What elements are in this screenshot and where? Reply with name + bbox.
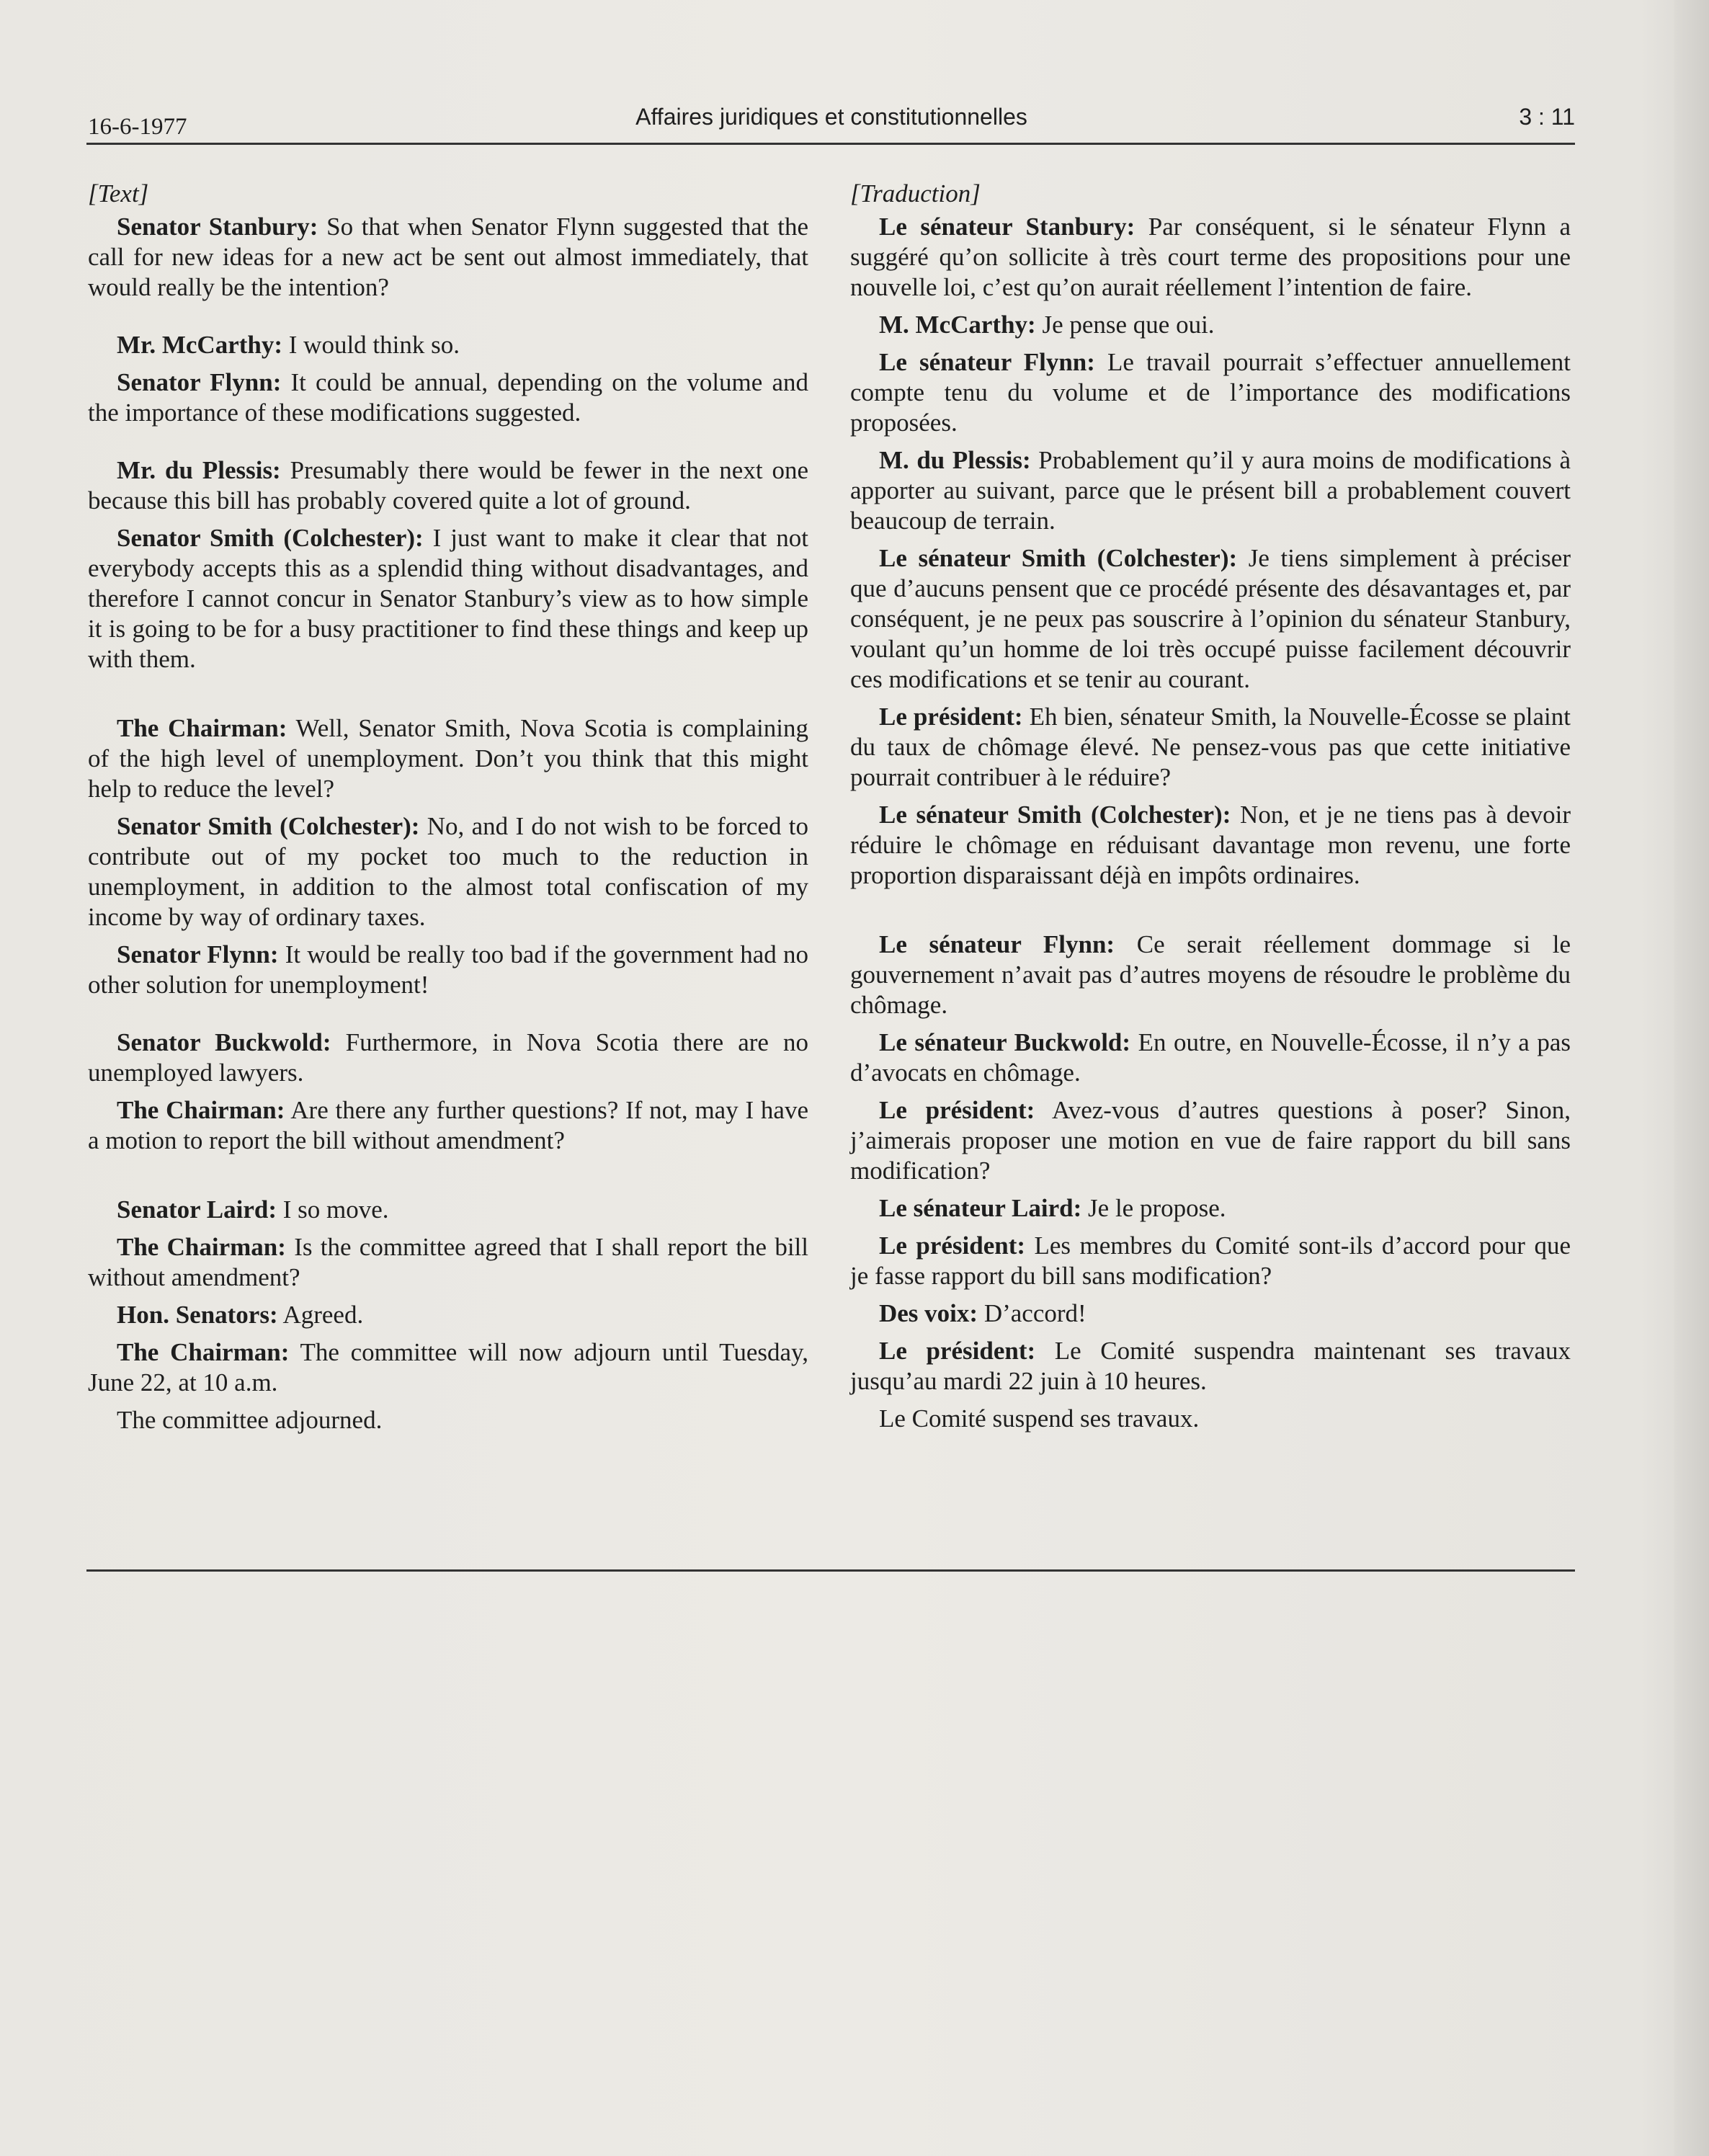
- speaker-name: Senator Flynn:: [117, 940, 279, 968]
- speaker-name: The Chairman:: [117, 1233, 286, 1261]
- transcript-paragraph: [88, 368, 808, 428]
- speaker-name: Senator Smith (Colchester):: [117, 524, 424, 552]
- speech-text: I just want to make it clear that not everybody accepts this as a splendid thing without disadvantages, and therefore I cannot concur in Senator Stanbury’s view as to how simple it is going to be for a busy practitioner to find these things and keep up with them.: [88, 524, 808, 673]
- transcript-paragraph: [88, 1195, 808, 1225]
- speech-text: Je le propose.: [1081, 1194, 1226, 1222]
- speech-text: Ce serait réellement dommage si le gouvernement n’avait pas d’autres moyens de résoudre le problème du chômage.: [850, 930, 1571, 1019]
- speaker-name: Le sénateur Smith (Colchester):: [879, 544, 1238, 572]
- speaker-name: Le sénateur Stanbury:: [879, 213, 1135, 241]
- speaker-name: Mr. du Plessis:: [117, 456, 281, 484]
- speech-text: Eh bien, sénateur Smith, la Nouvelle-Écosse se plaint du taux de chômage élevé. Ne pensez-vous pas que cette initiative pourrait contribuer à le réduire?: [850, 703, 1571, 791]
- speech-text: Les membres du Comité sont-ils d’accord pour que je fasse rapport du bill sans modification?: [850, 1231, 1571, 1290]
- speech-text: En outre, en Nouvelle-Écosse, il n’y a pas d’avocats en chômage.: [850, 1028, 1571, 1087]
- transcript-paragraph: [88, 811, 808, 932]
- transcript-paragraph: [850, 800, 1571, 891]
- speech-text: Is the committee agreed that I shall report the bill without amendment?: [88, 1233, 808, 1291]
- transcript-paragraph: [88, 1300, 808, 1330]
- speech-text: Probablement qu’il y aura moins de modifications à apporter au suivant, parce que le présent bill a probablement couvert beaucoup de terrain.: [850, 446, 1571, 535]
- transcript-paragraph: [850, 702, 1571, 793]
- speaker-name: Le sénateur Flynn:: [879, 930, 1115, 958]
- speech-text: Furthermore, in Nova Scotia there are no unemployed lawyers.: [88, 1028, 808, 1087]
- transcript-paragraph: [850, 1298, 1571, 1329]
- transcript-paragraph: [88, 940, 808, 1000]
- speaker-name: Le sénateur Buckwold:: [879, 1028, 1131, 1056]
- speech-text: Le Comité suspend ses travaux.: [879, 1404, 1200, 1433]
- speaker-name: Hon. Senators:: [117, 1301, 278, 1329]
- header-title: Affaires juridiques et constitutionnelles: [635, 104, 1027, 130]
- speaker-name: Le président:: [879, 1337, 1036, 1365]
- transcript-paragraph: [850, 1193, 1571, 1224]
- binding-edge: [1674, 0, 1709, 2156]
- speaker-name: Le président:: [879, 703, 1023, 731]
- column-label-english: [Text]: [88, 179, 149, 208]
- speech-text: So that when Senator Flynn suggested that the call for new ideas for a new act be sent out almost immediately, that would really be the intention?: [88, 213, 809, 301]
- transcript-paragraph: [850, 1404, 1571, 1434]
- transcript-paragraph: [850, 543, 1571, 695]
- transcript-paragraph: [88, 212, 808, 303]
- speaker-name: M. du Plessis:: [879, 446, 1031, 474]
- speech-text: Non, et je ne tiens pas à devoir réduire le chômage en réduisant davantage mon revenu, une forte proportion disparaissant déjà en impôts ordinaires.: [850, 801, 1571, 889]
- speaker-name: Le sénateur Smith (Colchester):: [879, 801, 1231, 829]
- speech-text: It could be annual, depending on the volume and the importance of these modifications suggested.: [88, 368, 808, 427]
- transcript-paragraph: [850, 1231, 1571, 1291]
- speaker-name: Senator Stanbury:: [117, 213, 318, 241]
- speech-text: Presumably there would be fewer in the next one because this bill has probably covered quite a lot of ground.: [88, 456, 808, 514]
- transcript-paragraph: [88, 330, 808, 360]
- speech-text: D’accord!: [978, 1299, 1086, 1327]
- transcript-paragraph: [88, 1028, 808, 1088]
- transcript-paragraph: [850, 212, 1571, 303]
- speaker-name: Le président:: [879, 1231, 1026, 1260]
- footer-rule: [86, 1569, 1575, 1572]
- speaker-name: Le sénateur Flynn:: [879, 348, 1095, 376]
- french-column: [850, 179, 1571, 1441]
- speech-text: I would think so.: [282, 331, 460, 359]
- english-column: [88, 179, 808, 1443]
- speaker-name: M. McCarthy:: [879, 311, 1036, 339]
- speaker-name: Senator Buckwold:: [117, 1028, 331, 1056]
- transcript-paragraph: [88, 455, 808, 516]
- speech-text: Par conséquent, si le sénateur Flynn a suggéré qu’on sollicite à très court terme des propositions pour une nouvelle loi, c’est qu’on aurait réellement l’intention de faire.: [850, 213, 1571, 301]
- speaker-name: Des voix:: [879, 1299, 978, 1327]
- speech-text: I so move.: [277, 1195, 389, 1224]
- page-number: 3 : 11: [1519, 104, 1575, 130]
- transcript-paragraph: [88, 1337, 808, 1398]
- transcript-paragraph: [88, 1232, 808, 1293]
- transcript-paragraph: [850, 347, 1571, 438]
- speech-text: Agreed.: [277, 1301, 364, 1329]
- running-header: [88, 101, 1575, 144]
- header-rule: [86, 143, 1575, 145]
- speech-text: No, and I do not wish to be forced to contribute out of my pocket too much to the reduction in unemployment, in addition to the almost total confiscation of my income by way of ordinary taxes.: [88, 812, 808, 931]
- transcript-paragraph: [850, 310, 1571, 340]
- speech-text: Le travail pourrait s’effectuer annuellement compte tenu du volume et de l’importance des modifications proposées.: [850, 348, 1571, 437]
- transcript-paragraph: [88, 1095, 808, 1156]
- transcript-paragraph: [850, 445, 1571, 536]
- transcript-paragraph: [850, 1336, 1571, 1396]
- transcript-paragraph: [88, 713, 808, 804]
- speech-text: The committee adjourned.: [117, 1406, 383, 1434]
- transcript-paragraph: [850, 1028, 1571, 1088]
- speaker-name: Senator Smith (Colchester):: [117, 812, 420, 840]
- speaker-name: The Chairman:: [117, 714, 287, 742]
- speaker-name: The Chairman:: [117, 1096, 285, 1124]
- speech-text: Are there any further questions? If not, may I have a motion to report the bill without amendment?: [88, 1096, 808, 1154]
- speech-text: Je tiens simplement à préciser que d’aucuns pensent que ce procédé présente des désavantages et, par conséquent, je ne peux pas souscrire à l’opinion du sénateur Stanbury, voulant qu’un homme de loi très occupé puisse facilement découvrir ces modifications et se tenir au courant.: [850, 544, 1571, 693]
- transcript-paragraph: [88, 523, 808, 674]
- speaker-name: Le président:: [879, 1096, 1035, 1124]
- speaker-name: Mr. McCarthy:: [117, 331, 283, 359]
- speech-text: Je pense que oui.: [1035, 311, 1215, 339]
- column-label-french: [Traduction]: [850, 179, 981, 208]
- transcript-paragraph: [850, 930, 1571, 1020]
- transcript-paragraph: [850, 1095, 1571, 1186]
- header-date: 16-6-1977: [88, 114, 187, 140]
- speaker-name: Senator Laird:: [117, 1195, 277, 1224]
- transcript-paragraph: [88, 1405, 808, 1435]
- speaker-name: Senator Flynn:: [117, 368, 282, 396]
- speech-text: It would be really too bad if the government had no other solution for unemployment!: [88, 940, 808, 999]
- speech-text: Avez-vous d’autres questions à poser? Sinon, j’aimerais proposer une motion en vue de faire rapport du bill sans modification?: [850, 1096, 1571, 1185]
- speech-text: The committee will now adjourn until Tuesday, June 22, at 10 a.m.: [88, 1338, 808, 1396]
- speech-text: Well, Senator Smith, Nova Scotia is complaining of the high level of unemployment. Don’t you think that this might help to reduce the level?: [88, 714, 808, 803]
- speech-text: Le Comité suspendra maintenant ses travaux jusqu’au mardi 22 juin à 10 heures.: [850, 1337, 1571, 1395]
- speaker-name: The Chairman:: [117, 1338, 290, 1366]
- speaker-name: Le sénateur Laird:: [879, 1194, 1082, 1222]
